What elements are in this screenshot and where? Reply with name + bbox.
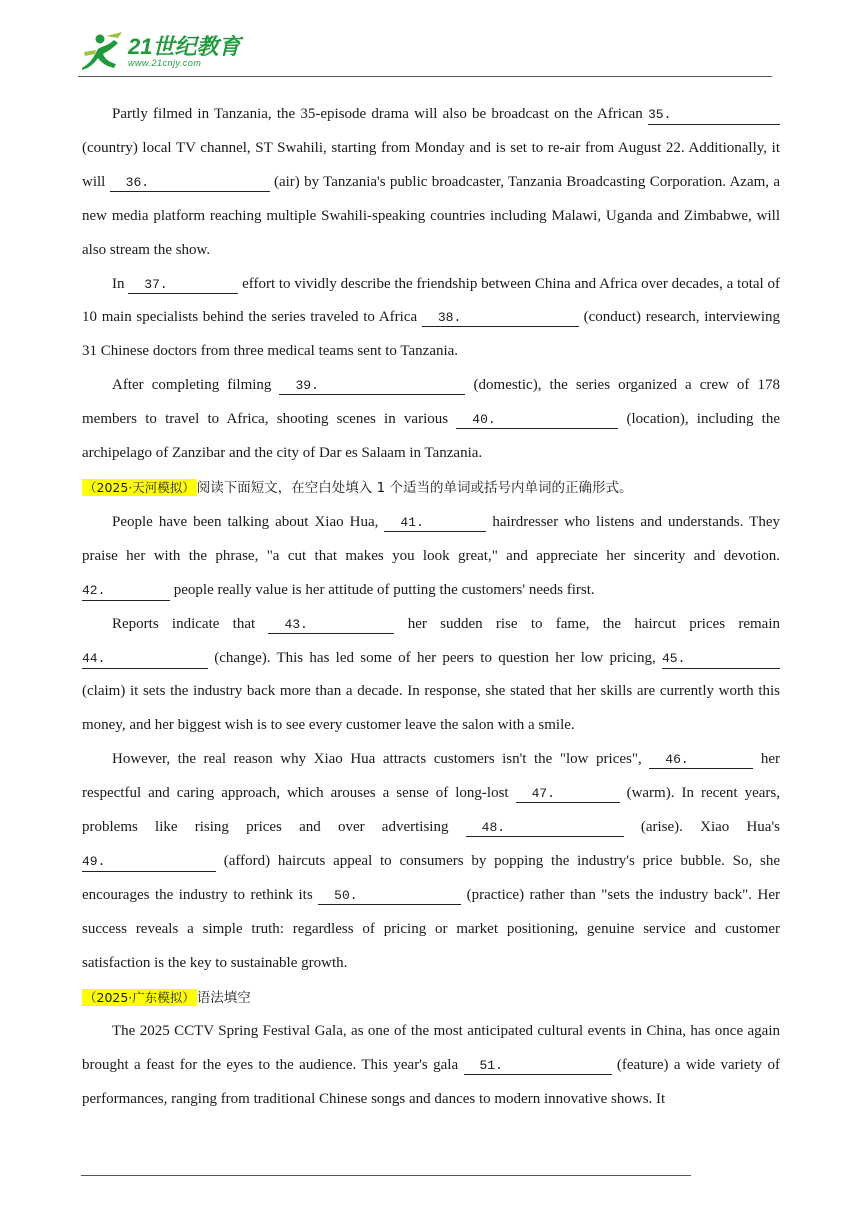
- text: her sudden rise to fame, the haircut prices remain: [394, 615, 780, 632]
- text: (conduct) research, interviewing 31 Chinese doctors from three medical teams sent to Tanzania.: [82, 309, 781, 360]
- text: (air) by Tanzania's public broadcaster, Tanzania Broadcasting Corporation. Azam, a new media platform reaching multiple Swahili-speaking countries including Malawi, Uganda and Zimbabwe, will also stream the show.: [82, 173, 780, 258]
- text: (warm). In recent years, problems like rising prices and over advertising: [82, 785, 780, 836]
- blank-43[interactable]: 43.: [268, 616, 394, 634]
- logo-title: 21世纪教育: [128, 34, 241, 59]
- source-tag: （2025·天河模拟）: [84, 479, 195, 495]
- text: effort to vividly describe the friendship between China and Africa over decades, a total of 10 main specialists behind the series traveled to Africa: [82, 275, 780, 326]
- blank-38[interactable]: 38.: [422, 309, 579, 327]
- text: Reports indicate that: [112, 615, 269, 632]
- blank-50[interactable]: 50.: [318, 887, 461, 905]
- source-tag: （2025·广东模拟）: [84, 989, 195, 1005]
- passage1-paragraph2: [82, 268, 780, 370]
- section3-instruction: 语法填空: [196, 989, 251, 1006]
- blank-44[interactable]: 44.: [82, 650, 208, 669]
- text: (afford) haircuts appeal to consumers by popping the industry's price bubble. So, she encourages the industry to rethink its: [82, 852, 780, 903]
- blank-51[interactable]: 51.: [464, 1057, 612, 1075]
- text: (arise). Xiao Hua's: [623, 819, 780, 836]
- text: (feature) a wide variety of performances, ranging from traditional Chinese songs and dances to modern innovative shows. It: [82, 1057, 781, 1108]
- blank-35[interactable]: 35.: [648, 106, 780, 125]
- logo-url: www.21cnjy.com: [128, 58, 202, 68]
- blank-42[interactable]: 42.: [82, 582, 170, 601]
- blank-36[interactable]: 36.: [110, 174, 270, 192]
- blank-40[interactable]: 40.: [456, 411, 618, 429]
- text: In: [112, 275, 129, 292]
- text: (practice) rather than "sets the industry back". Her success reveals a simple truth: regardless of pricing or market positioning, genuine service and customer satisfaction is the key to sustainable growth.: [82, 886, 780, 971]
- footer-divider: [81, 1175, 691, 1176]
- text: (country) local TV channel, ST Swahili, starting from Monday and is set to re-air from August 22. Additionally, it will: [82, 139, 780, 190]
- text: The 2025 CCTV Spring Festival Gala, as one of the most anticipated cultural events in China, has once again brought a feast for the eyes to the audience. This year's gala: [82, 1023, 780, 1074]
- text: People have been talking about Xiao Hua,: [112, 513, 385, 530]
- runner-logo-icon: [78, 32, 124, 72]
- page-header: [78, 30, 772, 78]
- blank-45[interactable]: 45.: [662, 650, 780, 669]
- text: (location), including the archipelago of Zanzibar and the city of Dar es Salaam in Tanzania.: [82, 411, 780, 462]
- blank-39[interactable]: 39.: [279, 377, 465, 395]
- passage1-paragraph1: [82, 98, 780, 268]
- blank-41[interactable]: 41.: [384, 514, 486, 532]
- blank-48[interactable]: 48.: [466, 819, 624, 837]
- passage1-paragraph3: [82, 369, 780, 471]
- text: people really value is her attitude of putting the customers' needs first.: [170, 581, 595, 598]
- blank-37[interactable]: 37.: [128, 276, 238, 294]
- text: However, the real reason why Xiao Hua attracts customers isn't the "low prices",: [112, 751, 650, 768]
- section2-paragraph1: [82, 506, 780, 608]
- document-body: [82, 98, 780, 1117]
- section2-heading: [82, 471, 780, 506]
- section2-paragraph3: [82, 743, 780, 980]
- header-divider: [78, 76, 772, 77]
- text: hairdresser who listens and understands. They praise her with the phrase, "a cut that makes you look great," and appreciate her sincerity and devotion.: [82, 513, 781, 564]
- blank-47[interactable]: 47.: [516, 785, 620, 803]
- blank-49[interactable]: 49.: [82, 853, 216, 872]
- section3-paragraph1: [82, 1015, 780, 1117]
- logo: [78, 32, 240, 72]
- text: (change). This has led some of her peers to question her low pricing,: [208, 649, 662, 666]
- text: Partly filmed in Tanzania, the 35-episode drama will also be broadcast on the African: [112, 106, 648, 122]
- text: her respectful and caring approach, which arouses a sense of long-lost: [82, 751, 780, 802]
- text: After completing filming: [112, 377, 280, 394]
- section2-instruction: 阅读下面短文，在空白处填入 1 个适当的单词或括号内单词的正确形式。: [196, 479, 633, 496]
- section2-paragraph2: [82, 608, 780, 744]
- text: (domestic), the series organized a crew of 178 members to travel to Africa, shooting scenes in various: [82, 377, 780, 428]
- blank-46[interactable]: 46.: [649, 751, 753, 769]
- section3-heading: [82, 981, 780, 1016]
- text: (claim) it sets the industry back more than a decade. In response, she stated that her skills are currently worth this money, and her biggest wish is to see every customer leave the salon with a smile.: [82, 683, 780, 734]
